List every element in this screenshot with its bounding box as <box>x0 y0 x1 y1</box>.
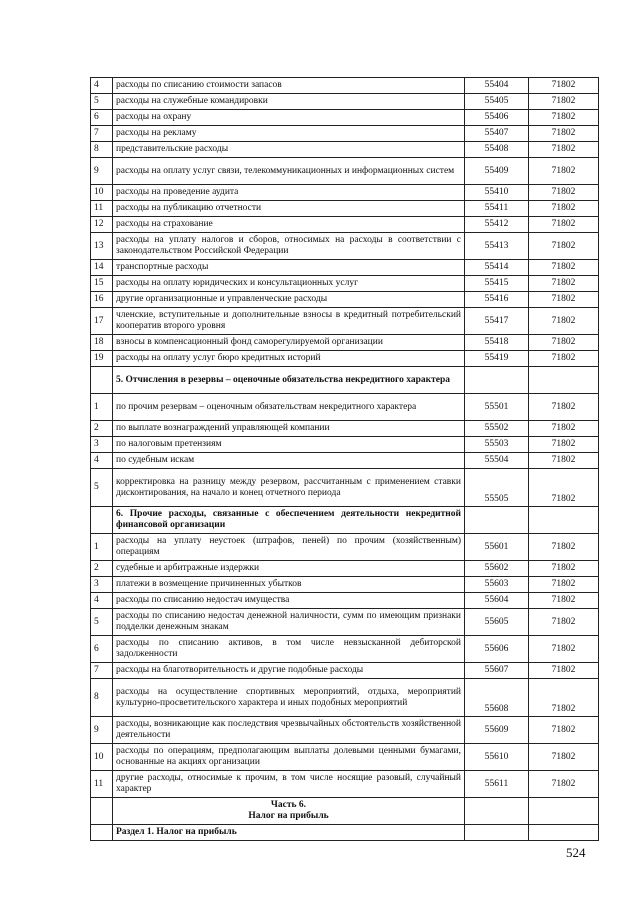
account-number: 71802 <box>529 421 599 437</box>
row-number: 3 <box>91 437 113 453</box>
account-number: 71802 <box>529 217 599 233</box>
account-code: 55417 <box>465 308 529 335</box>
row-number: 9 <box>91 158 113 185</box>
row-number: 6 <box>91 636 113 663</box>
table-row <box>91 469 599 507</box>
row-description: расходы по списанию недостач имущества <box>113 593 465 609</box>
row-description: расходы на страхование <box>113 217 465 233</box>
account-code: 55407 <box>465 126 529 142</box>
row-description: по прочим резервам – оценочным обязательствам некредитного характера <box>113 394 465 421</box>
table-row <box>91 78 599 94</box>
row-number: 2 <box>91 421 113 437</box>
row-description: судебные и арбитражные издержки <box>113 561 465 577</box>
table-row <box>91 276 599 292</box>
table-row <box>91 771 599 798</box>
row-description: расходы на оплату услуг бюро кредитных историй <box>113 351 465 367</box>
row-description: расходы на оплату юридических и консультационных услуг <box>113 276 465 292</box>
table-row <box>91 110 599 126</box>
row-description: расходы на уплату неустоек (штрафов, пеней) по прочим (хозяйственным) операциям <box>113 534 465 561</box>
account-code: 55418 <box>465 335 529 351</box>
row-description: по выплате вознаграждений управляющей компании <box>113 421 465 437</box>
account-code: 55602 <box>465 561 529 577</box>
account-code <box>465 798 529 825</box>
account-number: 71802 <box>529 351 599 367</box>
row-description: расходы на публикацию отчетности <box>113 201 465 217</box>
row-description: транспортные расходы <box>113 260 465 276</box>
table-row <box>91 453 599 469</box>
table-row <box>91 394 599 421</box>
table-row <box>91 217 599 233</box>
row-number: 10 <box>91 185 113 201</box>
row-number: 13 <box>91 233 113 260</box>
row-number: 11 <box>91 771 113 798</box>
account-code: 55605 <box>465 609 529 636</box>
row-description: расходы на рекламу <box>113 126 465 142</box>
account-code: 55412 <box>465 217 529 233</box>
section-heading: 5. Отчисления в резервы – оценочные обязательства некредитного характера <box>113 367 465 394</box>
row-number: 9 <box>91 717 113 744</box>
row-number: 5 <box>91 469 113 507</box>
table-row <box>91 663 599 679</box>
account-number: 71802 <box>529 185 599 201</box>
row-description: представительские расходы <box>113 142 465 158</box>
row-number: 7 <box>91 126 113 142</box>
row-description: расходы на служебные командировки <box>113 94 465 110</box>
table-row <box>91 233 599 260</box>
row-description: расходы на благотворительность и другие подобные расходы <box>113 663 465 679</box>
account-code: 55505 <box>465 469 529 507</box>
row-number: 16 <box>91 292 113 308</box>
row-description: расходы по списанию недостач денежной наличности, сумм по имеющим признаки подделки денежным знакам <box>113 609 465 636</box>
account-number: 71802 <box>529 453 599 469</box>
section-row <box>91 825 599 841</box>
account-number: 71802 <box>529 534 599 561</box>
account-code <box>465 507 529 534</box>
account-number: 71802 <box>529 771 599 798</box>
table-row <box>91 744 599 771</box>
table-row <box>91 201 599 217</box>
accounts-table <box>90 77 599 841</box>
table-row <box>91 158 599 185</box>
account-code: 55601 <box>465 534 529 561</box>
account-number: 71802 <box>529 78 599 94</box>
table-row <box>91 534 599 561</box>
account-code: 55608 <box>465 679 529 717</box>
row-description: членские, вступительные и дополнительные взносы в кредитный потребительский кооператив второго уровня <box>113 308 465 335</box>
account-number: 71802 <box>529 260 599 276</box>
account-number: 71802 <box>529 663 599 679</box>
row-description: расходы на уплату налогов и сборов, относимых на расходы в соответствии с законодательством Российской Федерации <box>113 233 465 260</box>
account-code: 55609 <box>465 717 529 744</box>
account-number: 71802 <box>529 394 599 421</box>
account-number <box>529 798 599 825</box>
row-number: 3 <box>91 577 113 593</box>
row-number: 2 <box>91 561 113 577</box>
account-number: 71802 <box>529 292 599 308</box>
section-heading-row <box>91 367 599 394</box>
table-row <box>91 185 599 201</box>
row-description: расходы по списанию стоимости запасов <box>113 78 465 94</box>
table-row <box>91 636 599 663</box>
account-code: 55504 <box>465 453 529 469</box>
account-number <box>529 507 599 534</box>
account-number: 71802 <box>529 308 599 335</box>
account-code: 55501 <box>465 394 529 421</box>
account-number: 71802 <box>529 717 599 744</box>
table-row <box>91 94 599 110</box>
table-row <box>91 351 599 367</box>
account-number: 71802 <box>529 142 599 158</box>
table-row <box>91 679 599 717</box>
row-description: расходы, возникающие как последствия чрезвычайных обстоятельств хозяйственной деятельности <box>113 717 465 744</box>
account-number: 71802 <box>529 335 599 351</box>
account-number <box>529 367 599 394</box>
account-number: 71802 <box>529 744 599 771</box>
row-number: 11 <box>91 201 113 217</box>
row-number: 1 <box>91 534 113 561</box>
row-description: расходы по списанию активов, в том числе невзысканной дебиторской задолженности <box>113 636 465 663</box>
table-row <box>91 421 599 437</box>
row-number: 7 <box>91 663 113 679</box>
account-number: 71802 <box>529 593 599 609</box>
row-description: по налоговым претензиям <box>113 437 465 453</box>
row-description: расходы на осуществление спортивных мероприятий, отдыха, мероприятий культурно-просветительского характера и иных подобных мероприятий <box>113 679 465 717</box>
account-number: 71802 <box>529 276 599 292</box>
row-number: 4 <box>91 453 113 469</box>
account-code: 55610 <box>465 744 529 771</box>
row-description: расходы на оплату услуг связи, телекоммуникационных и информационных систем <box>113 158 465 185</box>
table-row <box>91 260 599 276</box>
table-row <box>91 609 599 636</box>
row-description: другие организационные и управленческие расходы <box>113 292 465 308</box>
table-row <box>91 717 599 744</box>
row-number: 5 <box>91 94 113 110</box>
row-description: расходы на проведение аудита <box>113 185 465 201</box>
section-title: Раздел 1. Налог на прибыль <box>113 825 465 841</box>
row-number: 10 <box>91 744 113 771</box>
part-title: Часть 6. <box>270 800 307 810</box>
row-number <box>91 798 113 825</box>
account-number: 71802 <box>529 679 599 717</box>
account-code: 55408 <box>465 142 529 158</box>
row-description: расходы по операциям, предполагающим выплаты долевыми ценными бумагами, основанные на акциях организации <box>113 744 465 771</box>
account-code: 55611 <box>465 771 529 798</box>
account-number: 71802 <box>529 609 599 636</box>
table-row <box>91 593 599 609</box>
part-subtitle: Налог на прибыль <box>248 811 329 821</box>
row-description: другие расходы, относимые к прочим, в том числе носящие разовый, случайный характер <box>113 771 465 798</box>
row-number: 6 <box>91 110 113 126</box>
account-number: 71802 <box>529 233 599 260</box>
table-row <box>91 292 599 308</box>
table-row <box>91 308 599 335</box>
account-code: 55604 <box>465 593 529 609</box>
table-row <box>91 142 599 158</box>
row-number: 18 <box>91 335 113 351</box>
row-description: по судебным искам <box>113 453 465 469</box>
account-code: 55405 <box>465 94 529 110</box>
account-number: 71802 <box>529 469 599 507</box>
row-number <box>91 367 113 394</box>
account-code: 55406 <box>465 110 529 126</box>
account-number: 71802 <box>529 437 599 453</box>
account-code: 55416 <box>465 292 529 308</box>
row-number: 8 <box>91 679 113 717</box>
row-description: взносы в компенсационный фонд саморегулируемой организации <box>113 335 465 351</box>
account-number: 71802 <box>529 577 599 593</box>
account-number: 71802 <box>529 561 599 577</box>
section-heading-row <box>91 507 599 534</box>
part-heading-row <box>91 798 599 825</box>
row-number: 8 <box>91 142 113 158</box>
account-code: 55413 <box>465 233 529 260</box>
row-description: корректировка на разницу между резервом, рассчитанным с применением ставки дисконтирования, на начало и конец отчетного периода <box>113 469 465 507</box>
row-number: 19 <box>91 351 113 367</box>
account-code: 55607 <box>465 663 529 679</box>
account-code: 55410 <box>465 185 529 201</box>
account-code: 55603 <box>465 577 529 593</box>
row-number: 15 <box>91 276 113 292</box>
account-code: 55411 <box>465 201 529 217</box>
row-number: 1 <box>91 394 113 421</box>
account-number <box>529 825 599 841</box>
account-number: 71802 <box>529 636 599 663</box>
row-number: 12 <box>91 217 113 233</box>
account-number: 71802 <box>529 158 599 185</box>
account-code: 55419 <box>465 351 529 367</box>
account-code: 55503 <box>465 437 529 453</box>
account-code: 55404 <box>465 78 529 94</box>
table-row <box>91 437 599 453</box>
section-heading: 6. Прочие расходы, связанные с обеспечением деятельности некредитной финансовой организации <box>113 507 465 534</box>
page-number: 524 <box>566 845 586 860</box>
account-number: 71802 <box>529 126 599 142</box>
account-number: 71802 <box>529 201 599 217</box>
account-code: 55414 <box>465 260 529 276</box>
account-code <box>465 825 529 841</box>
row-number: 4 <box>91 593 113 609</box>
account-number: 71802 <box>529 94 599 110</box>
row-number <box>91 825 113 841</box>
row-number: 17 <box>91 308 113 335</box>
account-code: 55606 <box>465 636 529 663</box>
part-heading <box>113 798 465 825</box>
table-row <box>91 126 599 142</box>
row-number: 5 <box>91 609 113 636</box>
table-row <box>91 561 599 577</box>
row-number <box>91 507 113 534</box>
row-description: расходы на охрану <box>113 110 465 126</box>
row-description: платежи в возмещение причиненных убытков <box>113 577 465 593</box>
account-code: 55415 <box>465 276 529 292</box>
account-code <box>465 367 529 394</box>
account-number: 71802 <box>529 110 599 126</box>
row-number: 4 <box>91 78 113 94</box>
row-number: 14 <box>91 260 113 276</box>
account-code: 55409 <box>465 158 529 185</box>
account-code: 55502 <box>465 421 529 437</box>
table-row <box>91 335 599 351</box>
table-row <box>91 577 599 593</box>
